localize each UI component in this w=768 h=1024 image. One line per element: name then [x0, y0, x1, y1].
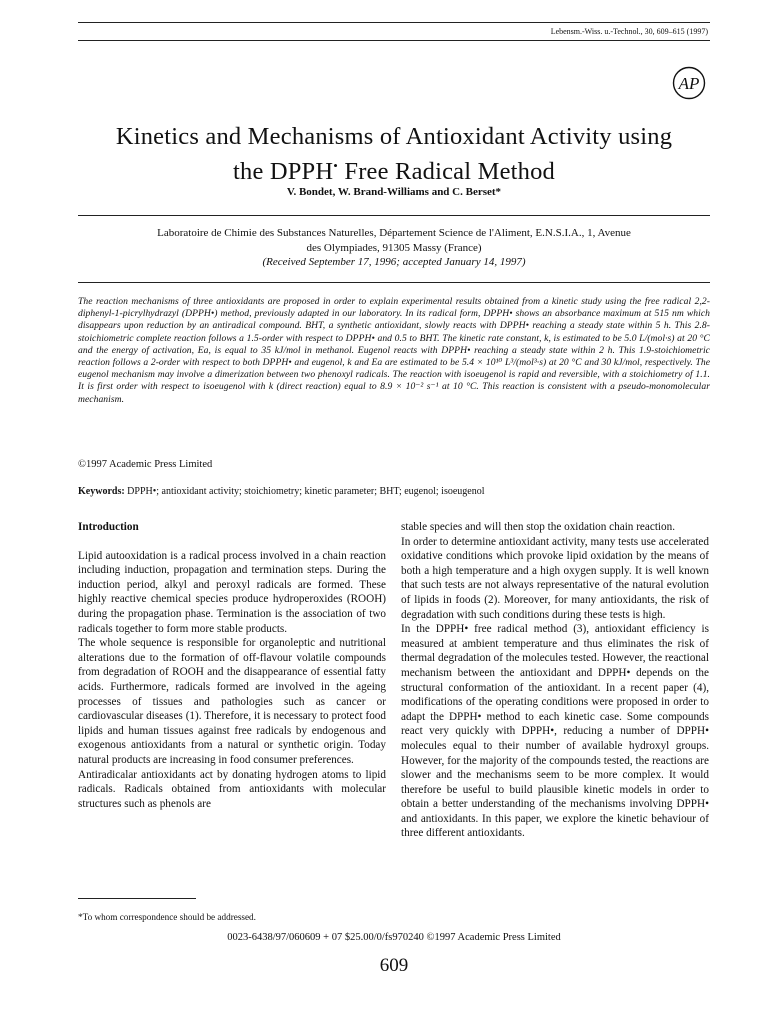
- title-line-2: [60, 151, 728, 186]
- right-column: [401, 520, 709, 841]
- keywords-label: Keywords:: [78, 486, 125, 497]
- correspondence-footnote: *To whom correspondence should be addressed.: [78, 912, 256, 922]
- left-paragraph-1: Lipid autooxidation is a radical process involved in a chain reaction including induction, propagation and termination steps. During the induction period, alkyl and peroxyl radicals are formed. These highly reactive chemical species produce hydroperoxides (ROOH) during the propagation phase. Termination is the association of two radicals together to form more stable products.: [78, 549, 386, 635]
- footnote-rule: [78, 898, 196, 899]
- top-rule: [78, 22, 710, 23]
- right-paragraph-2: In order to determine antioxidant activity, many tests use accelerated oxidative conditions which provoke lipid oxidation by the means of both a high temperature and a high oxygen supply. It is well known that such tests are not always representative of the natural evolution of lipids in foods (2). Moreover, for many antioxidants, the risk of degradation with such conditions during these tests is high.: [401, 535, 709, 621]
- title-line-2-prefix: the DPPH: [232, 158, 334, 186]
- left-column: [78, 520, 386, 811]
- title-line-2-suffix: Free Radical Method: [338, 158, 555, 186]
- right-paragraph-1: stable species and will then stop the oxidation chain reaction.: [401, 521, 676, 533]
- title-line-1: Kinetics and Mechanisms of Antioxidant Activity using: [115, 123, 673, 150]
- copyright-notice: ©1997 Academic Press Limited: [78, 459, 213, 470]
- keywords-text: DPPH•; antioxidant activity; stoichiometry; kinetic parameter; BHT; eugenol; isoeugenol: [124, 486, 485, 497]
- affiliation: [86, 226, 702, 270]
- page-number: 609: [379, 955, 409, 976]
- journal-reference: Lebensm.-Wiss. u.-Technol., 30, 609–615 (1997): [550, 27, 708, 36]
- keywords: [78, 486, 710, 497]
- title-radical-dot: •: [333, 158, 339, 173]
- publisher-logo-icon: [672, 66, 706, 100]
- received-dates: (Received September 17, 1996; accepted January 14, 1997): [262, 256, 526, 268]
- affiliation-line-2: des Olympiades, 91305 Massy (France): [306, 241, 482, 254]
- publisher-logo-letters: AP: [678, 74, 700, 93]
- left-paragraph-3: Antiradicalar antioxidants act by donating hydrogen atoms to lipid radicals. Radicals obtained from antioxidants with molecular structures such as phenols are: [78, 768, 386, 810]
- affiliation-rule: [78, 282, 710, 283]
- issn-line: 0023-6438/97/060609 + 07 $25.00/0/fs970240 ©1997 Academic Press Limited: [227, 932, 561, 943]
- header-rule: [78, 40, 710, 41]
- abstract: The reaction mechanisms of three antioxidants are proposed in order to explain experimental results obtained from a kinetic study using the free radical 2,2-diphenyl-1-picrylhydrazyl (DPPH•) method, previously adapted in our laboratory. In its radical form, DPPH• shows an absorbance maximum at 515 nm which disappears upon reduction by an antiradical compound. BHT, a synthetic antioxidant, slowly reacts with DPPH• reaching a steady state within 5 h. This 2.8-stoichiometric complete reaction follows a 1.5-order with respect to DPPH• and 0.5 to BHT. The kinetic rate constant, k, is estimated to be 5.0 L/(mol·s) at 20 °C and the energy of activation, Ea, is equal to 35 kJ/mol in methanol. Eugenol reacts with DPPH• reaching a steady state within 2 h. This 1.9-stoichiometric reaction follows a 2-order with respect to both DPPH• and eugenol, k and Ea are estimated to be 5.4 × 10¹⁰ L³/(mol³·s) at 20 °C and 30 kJ/mol, respectively. The eugenol mechanism may involve a dimerization between two phenoxyl radicals. The reaction with isoeugenol is rapid and reversible, with a stoichiometry of 1.1. It is first order with respect to isoeugenol with k (direct reaction) equal to 8.9 × 10⁻² s⁻¹ at 10 °C. This reaction is consistent with a pseudo-monomolecular mechanism.: [78, 296, 710, 405]
- left-paragraph-2: The whole sequence is responsible for organoleptic and nutritional alterations due to the formation of off-flavour volatile compounds from degradation of ROOH and the disappearance of essential fatty acids. Furthermore, radicals formed are involved in the ageing processes of tissues and pathologies such as cancer or cardiovascular diseases (1). Therefore, it is necessary to protect food lipids and human tissues against free radicals by endogenous and exogenous antioxidants from a natural or synthetic origin. Today natural products are increasing in food consumer preferences.: [78, 637, 386, 766]
- article-title: [60, 122, 728, 186]
- introduction-heading: Introduction: [78, 521, 139, 533]
- affiliation-line-1: Laboratoire de Chimie des Substances Naturelles, Département Science de l'Aliment, E.N.S.I.A., 1, Avenue: [157, 227, 631, 239]
- right-paragraph-3: In the DPPH• free radical method (3), antioxidant efficiency is measured at ambient temperature and thus eliminates the risk of thermal degradation of the molecules tested. However, the reactional mechanism between the antioxidant and DPPH• depends on the structural conformation of the antioxidant. In a recent paper (4), modifications of the operating conditions were proposed in order to adapt the DPPH• method to each kinetic case. Some compounds react very quickly with DPPH•, reducing a number of DPPH• molecules equal to their number of available hydroxyl groups. However, for the majority of the compounds tested, the reactions are slower and the mechanisms seem to be more complex. It would therefore be useful to build plausible kinetic models in order to obtain a better understanding of the mechanisms involving DPPH• and antioxidants. In this paper, we explore the kinetic behaviour of three different antioxidants.: [401, 623, 709, 840]
- authors-rule: [78, 215, 710, 216]
- author-list: V. Bondet, W. Brand-Williams and C. Berset*: [286, 186, 502, 198]
